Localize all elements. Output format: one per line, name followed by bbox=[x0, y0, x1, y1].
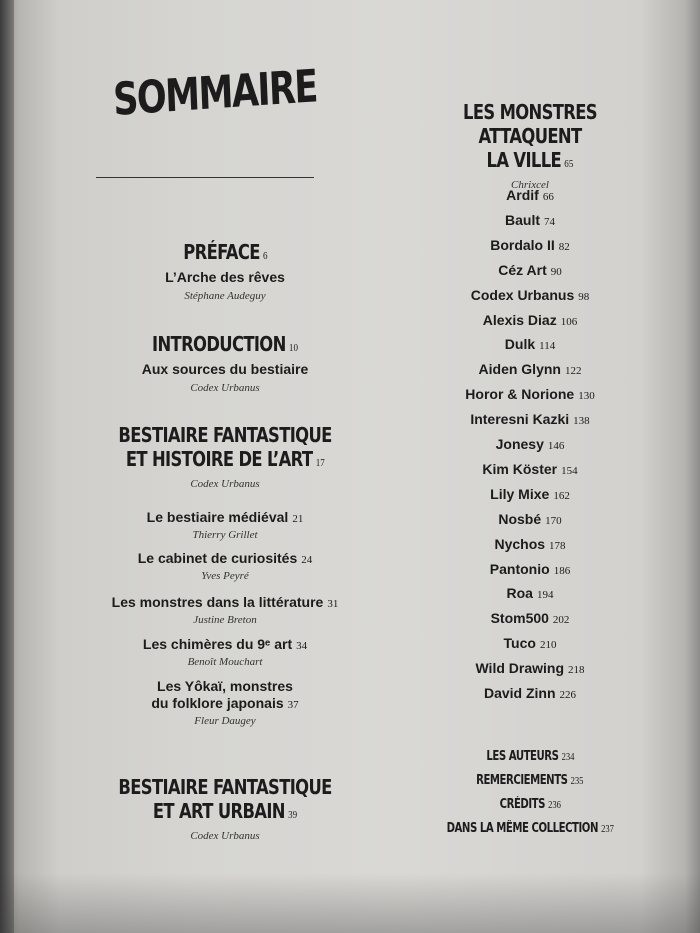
page-bottom-shadow bbox=[0, 873, 700, 933]
artist-name: Lily Mixe bbox=[490, 485, 550, 502]
section-author: Chrixcel bbox=[511, 179, 549, 191]
entry-author: Thierry Grillet bbox=[192, 529, 258, 541]
page-number: 194 bbox=[536, 589, 554, 602]
page-number: 10 bbox=[288, 342, 298, 354]
section-title-line1: LES MONSTRES ATTAQUENT bbox=[463, 100, 597, 148]
page-number: 106 bbox=[560, 315, 578, 328]
page-number: 24 bbox=[301, 554, 313, 566]
artist-name: Nosbé bbox=[498, 510, 542, 527]
artist-entry bbox=[410, 609, 650, 629]
toc-entry bbox=[60, 509, 390, 542]
artist-name: Ardif bbox=[506, 187, 539, 203]
entry-title: Les monstres dans la littérature bbox=[111, 594, 324, 610]
page-number: 65 bbox=[564, 158, 574, 170]
page-number: 98 bbox=[578, 290, 590, 303]
artist-entry bbox=[410, 410, 650, 430]
artist-entry bbox=[410, 659, 650, 679]
section-title: INTRODUCTION bbox=[152, 332, 286, 356]
section-bestiaire-art bbox=[60, 423, 390, 491]
entry-title: Le bestiaire médiéval bbox=[146, 509, 289, 525]
page-number: 122 bbox=[564, 365, 582, 378]
page-number: 138 bbox=[573, 415, 590, 428]
artist-entry bbox=[410, 236, 650, 256]
section-title-line2: LA VILLE bbox=[486, 148, 562, 172]
page-number: 66 bbox=[542, 191, 554, 203]
page-number: 82 bbox=[558, 240, 570, 253]
artist-entry bbox=[410, 261, 650, 281]
section-title-line2: ET HISTOIRE DE L’ART bbox=[125, 447, 313, 471]
section-author: Stéphane Audeguy bbox=[184, 290, 266, 302]
page-number: 39 bbox=[288, 809, 298, 821]
artist-entry bbox=[410, 286, 650, 306]
artist-name: Dulk bbox=[504, 336, 536, 353]
toc-entry bbox=[60, 636, 390, 669]
artist-name: Tuco bbox=[503, 635, 536, 652]
page-number: 226 bbox=[559, 689, 577, 701]
artist-entry bbox=[410, 584, 650, 604]
artist-name: Pantonio bbox=[489, 560, 550, 577]
artist-name: Horor & Norione bbox=[465, 386, 575, 403]
artist-entry bbox=[410, 535, 650, 555]
page-number: 130 bbox=[578, 390, 595, 403]
entry-author: Benoît Mouchart bbox=[187, 656, 263, 668]
section-introduction bbox=[60, 332, 390, 395]
page-number: 234 bbox=[561, 751, 575, 763]
entry-title-line2: du folklore japonais bbox=[151, 695, 284, 711]
page-number: 237 bbox=[600, 823, 614, 835]
page-number: 34 bbox=[296, 640, 308, 652]
end-matter-entry bbox=[410, 773, 650, 789]
page-number: 162 bbox=[553, 489, 570, 502]
page-number: 202 bbox=[552, 614, 570, 627]
page-number: 186 bbox=[553, 564, 571, 577]
entry-title: Les chimères du 9ᵉ art bbox=[142, 636, 293, 652]
end-matter-entry bbox=[410, 797, 650, 813]
artist-entry bbox=[410, 435, 650, 455]
toc-entry bbox=[60, 550, 390, 583]
page-number: 17 bbox=[315, 457, 325, 469]
section-author: Codex Urbanus bbox=[190, 478, 260, 490]
artist-entry bbox=[410, 211, 650, 231]
end-matter-entry bbox=[410, 749, 650, 765]
artist-entry bbox=[410, 560, 650, 580]
artist-entry bbox=[410, 186, 650, 206]
entry-author: Fleur Daugey bbox=[194, 715, 256, 727]
page-number: 178 bbox=[549, 539, 566, 552]
end-matter-label: CRÉDITS bbox=[499, 797, 545, 812]
page-number: 114 bbox=[539, 340, 556, 353]
page-title: SOMMAIRE bbox=[112, 59, 318, 126]
page-number: 218 bbox=[568, 664, 585, 677]
section-author: Codex Urbanus bbox=[190, 830, 260, 842]
page-number: 146 bbox=[547, 440, 565, 452]
artist-entry bbox=[410, 460, 650, 480]
artist-entry bbox=[410, 385, 650, 405]
artist-entry bbox=[410, 335, 650, 355]
artist-name: Interesni Kazki bbox=[470, 411, 570, 428]
book-spine-shadow bbox=[0, 0, 14, 933]
page-number: 21 bbox=[292, 513, 304, 525]
end-matter-label: LES AUTEURS bbox=[485, 749, 559, 764]
section-subtitle: L’Arche des rêves bbox=[165, 269, 285, 285]
page-number: 74 bbox=[544, 215, 555, 228]
artist-name: Alexis Diaz bbox=[482, 311, 557, 328]
page-number: 236 bbox=[547, 799, 561, 811]
entry-title: Le cabinet de curiosités bbox=[137, 550, 298, 566]
section-monstres bbox=[410, 100, 650, 192]
page-number: 31 bbox=[327, 598, 339, 610]
entry-author: Justine Breton bbox=[193, 614, 257, 626]
section-title-line1: BESTIAIRE FANTASTIQUE bbox=[118, 423, 332, 447]
section-title-line2: ET ART URBAIN bbox=[152, 799, 285, 823]
artist-entry bbox=[410, 311, 650, 331]
artist-name: David Zinn bbox=[483, 685, 556, 701]
artist-name: Codex Urbanus bbox=[470, 286, 575, 303]
section-author: Codex Urbanus bbox=[190, 382, 260, 394]
artist-name: Céz Art bbox=[498, 261, 547, 278]
artist-name: Aiden Glynn bbox=[478, 361, 561, 378]
section-title: PRÉFACE bbox=[182, 240, 260, 264]
entry-author: Yves Peyré bbox=[201, 570, 249, 582]
artist-entry bbox=[410, 510, 650, 530]
artist-entry bbox=[410, 485, 650, 505]
page-number: 235 bbox=[570, 775, 584, 787]
toc-entry bbox=[60, 678, 390, 728]
toc-entry bbox=[60, 594, 390, 627]
end-matter-entry bbox=[410, 821, 650, 837]
artist-name: Stom500 bbox=[490, 610, 549, 627]
artist-name: Wild Drawing bbox=[475, 660, 565, 677]
artist-name: Nychos bbox=[494, 535, 546, 552]
section-subtitle: Aux sources du bestiaire bbox=[141, 361, 309, 377]
page-number: 154 bbox=[561, 464, 578, 477]
artist-entry bbox=[410, 634, 650, 654]
artist-name: Kim Köster bbox=[482, 460, 558, 477]
artist-name: Roa bbox=[506, 585, 533, 602]
page-number: 90 bbox=[550, 265, 562, 278]
entry-title-line1: Les Yôkaï, monstres bbox=[157, 678, 293, 694]
section-title-line1: BESTIAIRE FANTASTIQUE bbox=[118, 775, 332, 799]
page-number: 37 bbox=[287, 699, 299, 711]
page-number: 6 bbox=[262, 250, 268, 262]
end-matter-label: REMERCIEMENTS bbox=[476, 773, 568, 788]
page-number: 210 bbox=[539, 639, 557, 652]
artist-name: Jonesy bbox=[495, 436, 544, 452]
title-divider bbox=[96, 177, 314, 178]
artist-name: Bordalo II bbox=[490, 236, 555, 253]
section-bestiaire-urbain bbox=[60, 775, 390, 843]
artist-name: Bault bbox=[505, 211, 540, 228]
page-number: 170 bbox=[545, 514, 562, 527]
artist-entry bbox=[410, 684, 650, 704]
section-preface bbox=[60, 240, 390, 303]
end-matter-label: DANS LA MÊME COLLECTION bbox=[446, 821, 598, 836]
artist-entry bbox=[410, 360, 650, 380]
